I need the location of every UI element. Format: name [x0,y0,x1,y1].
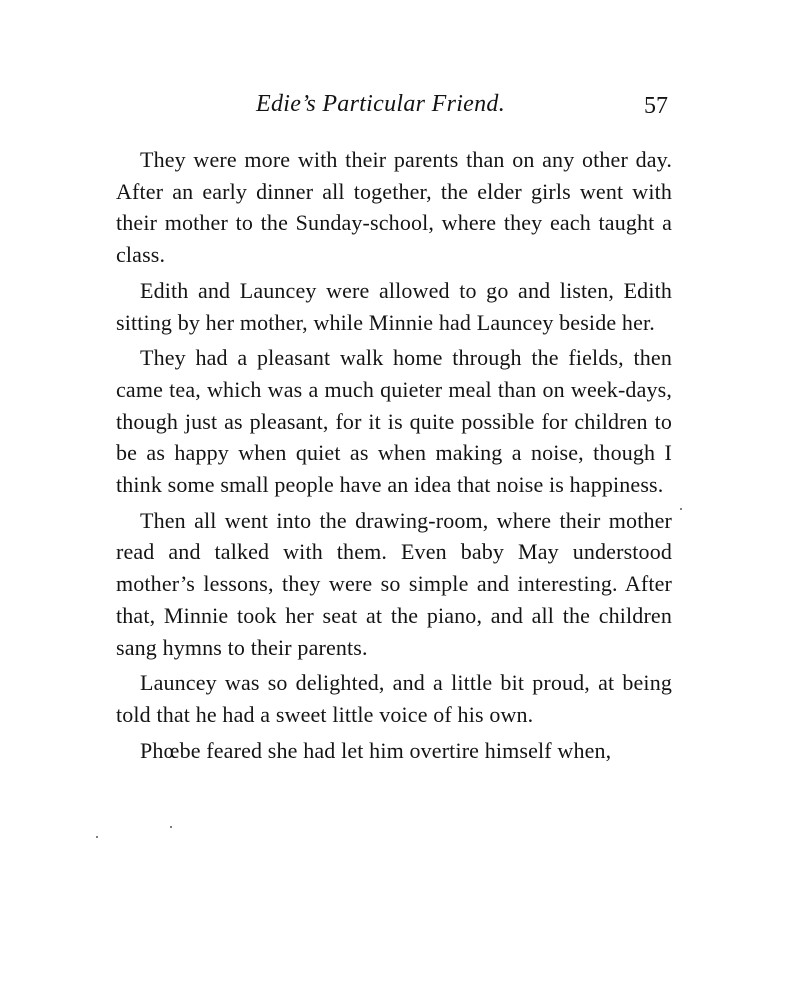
paragraph: Then all went into the drawing-room, where their mother read and talked with them. Even baby May understood mother’s lessons, they were so simple and interesting. After that, Minnie took her seat at the piano, and all the children sang hymns to their parents. [116,507,672,660]
print-speck [170,826,172,828]
paragraph: Launcey was so delighted, and a little bit proud, at being told that he had a sweet little voice of his own. [116,670,672,727]
print-speck [96,836,98,838]
paragraph: They had a pleasant walk home through the fields, then came tea, which was a much quieter meal than on week-days, though just as pleasant, for it is quite possible for children to be as happy when quiet as when making a noise, though I think some small people have an idea that noise is happiness. [116,345,672,498]
paragraph: They were more with their parents than on any other day. After an early dinner all together, the elder girls went with their mother to the Sunday-school, where they each taught a class. [116,147,672,268]
running-title: Edie’s Particular Friend. [256,91,506,117]
paragraph: Edith and Launcey were allowed to go and listen, Edith sitting by her mother, while Minnie had Launcey beside her. [116,277,672,335]
body-text [116,144,672,766]
page-header [116,88,672,128]
page-number: 57 [644,93,668,119]
paragraph: Phœbe feared she had let him overtire himself when, [140,737,612,763]
print-speck [680,508,682,510]
